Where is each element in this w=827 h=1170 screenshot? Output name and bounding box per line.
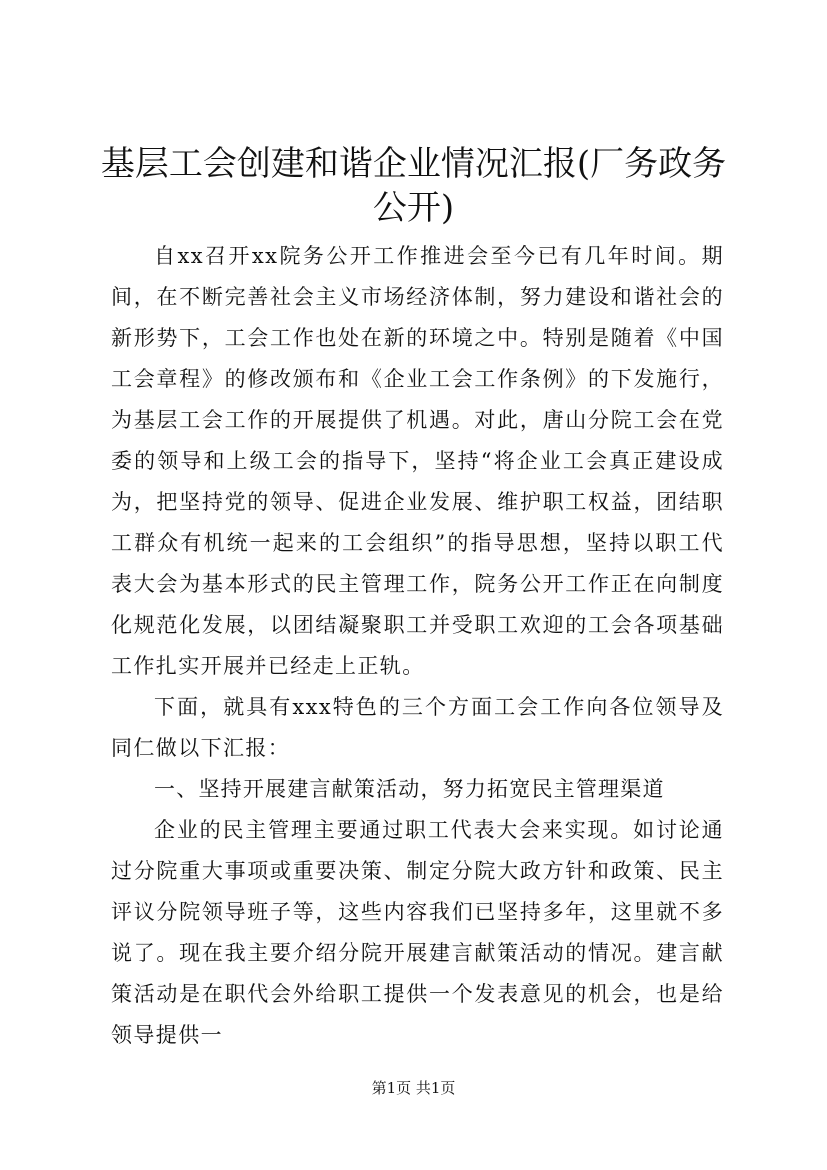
page-footer: 第1页 共1页	[371, 1079, 456, 1097]
document-title: 基层工会创建和谐企业情况汇报(厂务政务公开)	[100, 144, 727, 228]
document-body	[111, 236, 724, 1056]
paragraph-report-lead: 下面，就具有xxx特色的三个方面工会工作向各位领导及同仁做以下汇报：	[111, 695, 724, 760]
paragraph-section-1: 企业的民主管理主要通过职工代表大会来实现。如讨论通过分院重大事项或重要决策、制定分院大政方针和政策、民主评议分院领导班子等，这些内容我们已坚持多年，这里就不多说了。现在我主要介绍分院开展建言献策活动的情况。建言献策活动是在职代会外给职工提供一个发表意见的机会，也是给领导提供一	[111, 818, 724, 1047]
section-heading-1: 一、坚持开展建言献策活动，努力拓宽民主管理渠道	[154, 777, 665, 801]
paragraph-intro: 自xx召开xx院务公开工作推进会至今已有几年时间。期间，在不断完善社会主义市场经济体制，努力建设和谐社会的新形势下，工会工作也处在新的环境之中。特别是随着《中国工会章程》的修改颁布和《企业工会工作条例》的下发施行，为基层工会工作的开展提供了机遇。对此，唐山分院工会在党委的领导和上级工会的指导下，坚持“将企业工会真正建设成为，把坚持党的领导、促进企业发展、维护职工权益，团结职工群众有机统一起来的工会组织”的指导思想，坚持以职工代表大会为基本形式的民主管理工作，院务公开工作正在向制度化规范化发展，以团结凝聚职工并受职工欢迎的工会各项基础工作扎实开展并已经走上正轨。	[111, 244, 724, 678]
